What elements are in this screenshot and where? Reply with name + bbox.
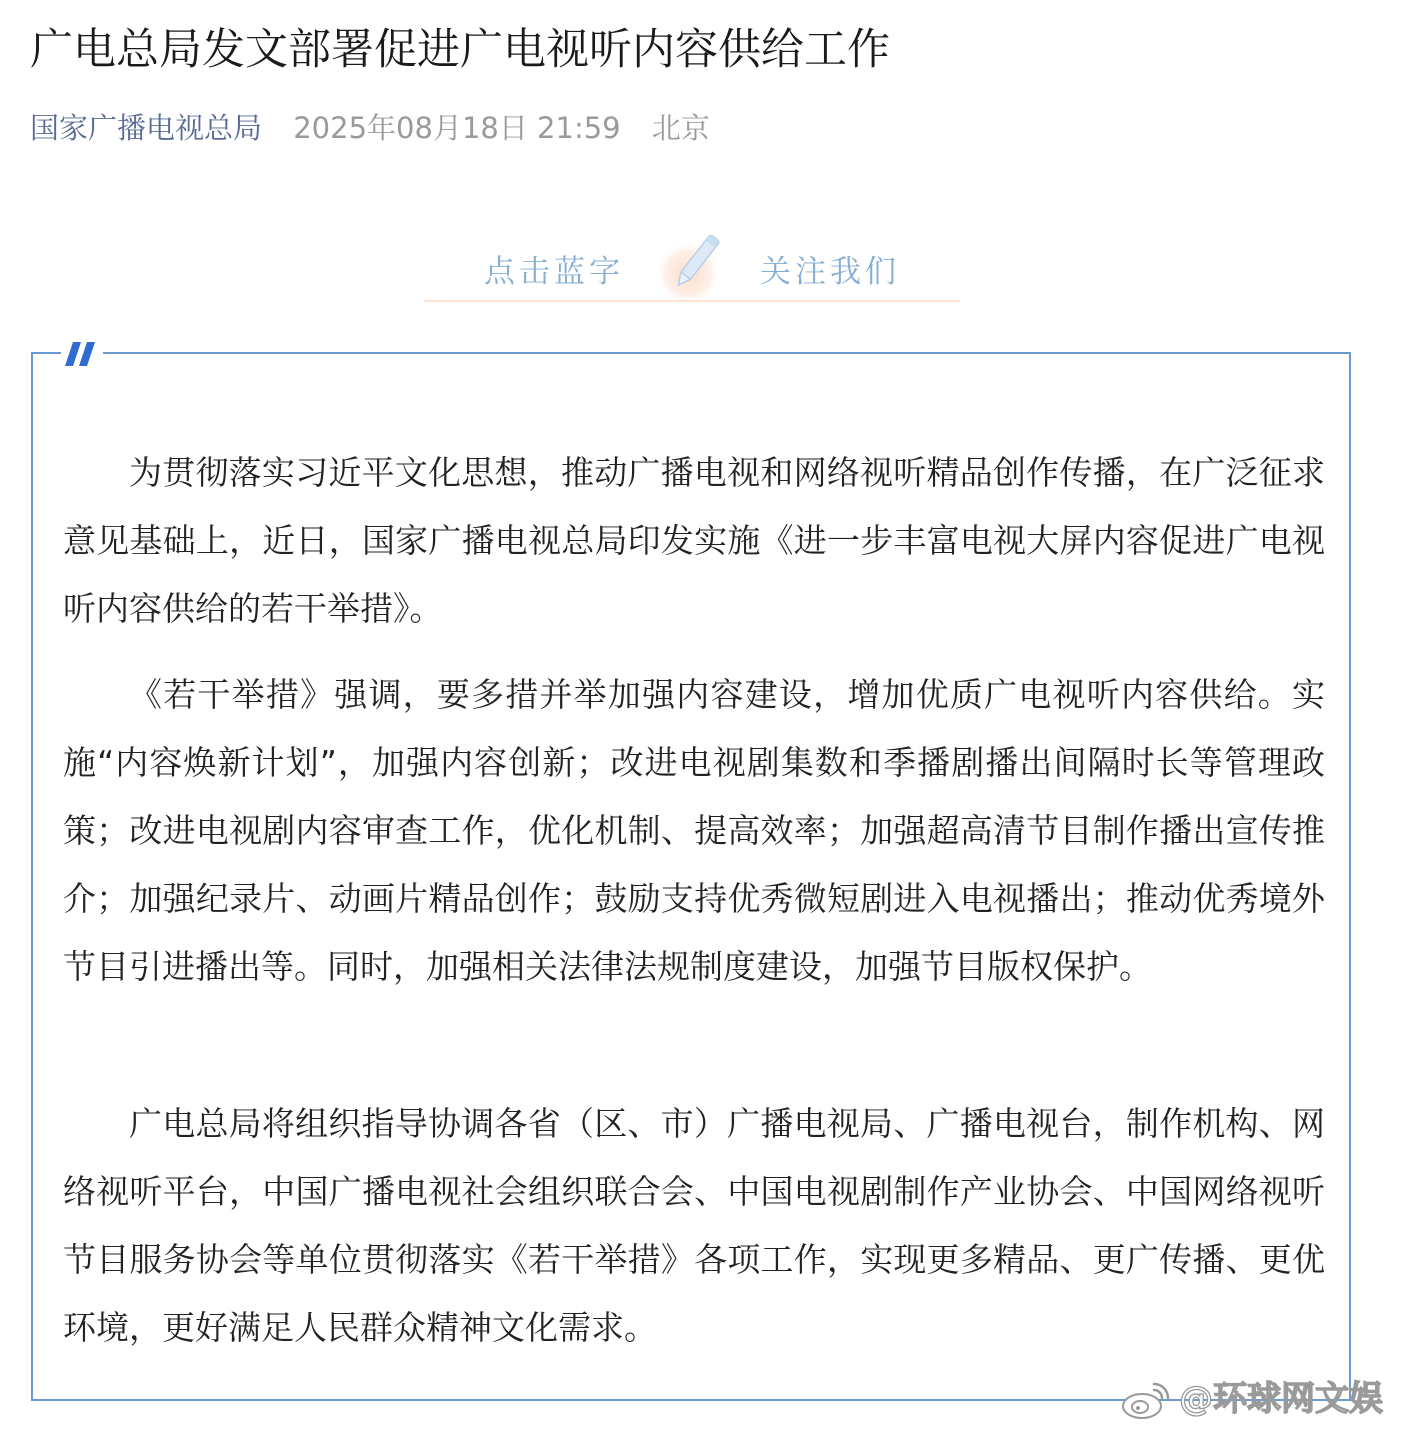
watermark — [1120, 1376, 1383, 1426]
paragraph-1: 为贯彻落实习近平文化思想，推动广播电视和网络视听精品创作传播，在广泛征求意见基础上，近日，国家广播电视总局印发实施《进一步丰富电视大屏内容促进广电视听内容供给的若干举措》。 — [63, 453, 1325, 628]
follow-right-text: 关注我们 — [760, 254, 900, 290]
follow-banner[interactable] — [424, 226, 960, 302]
follow-left-text: 点击蓝字 — [484, 254, 624, 290]
watermark-text: @环球网文娱 — [1179, 1379, 1384, 1419]
article-title: 广电总局发文部署促进广电视听内容供给工作 — [30, 25, 890, 75]
publish-location: 北京 — [651, 111, 710, 145]
pen-icon — [652, 230, 732, 302]
quote-mark-icon — [61, 340, 103, 368]
banner-underline — [424, 300, 960, 302]
publish-date: 2025年08月18日 21:59 — [293, 111, 621, 145]
content-box — [31, 352, 1351, 1401]
weibo-icon — [1120, 1376, 1174, 1422]
author-link[interactable]: 国家广播电视总局 — [30, 111, 263, 145]
paragraph-3: 广电总局将组织指导协调各省（区、市）广播电视局、广播电视台，制作机构、网络视听平台，中国广播电视社会组织联合会、中国电视剧制作产业协会、中国网络视听节目服务协会等单位贯彻落实《若干举措》各项工作，实现更多精品、更广传播、更优环境，更好满足人民群众精神文化需求。 — [63, 1104, 1325, 1347]
paragraph-2: 《若干举措》强调，要多措并举加强内容建设，增加优质广电视听内容供给。实施“内容焕新计划”，加强内容创新；改进电视剧集数和季播剧播出间隔时长等管理政策；改进电视剧内容审查工作，优化机制、提高效率；加强超高清节目制作播出宣传推介；加强纪录片、动画片精品创作；鼓励支持优秀微短剧进入电视播出；推动优秀境外节目引进播出等。同时，加强相关法律法规制度建设，加强节目版权保护。 — [63, 675, 1325, 986]
article-meta — [30, 108, 710, 148]
